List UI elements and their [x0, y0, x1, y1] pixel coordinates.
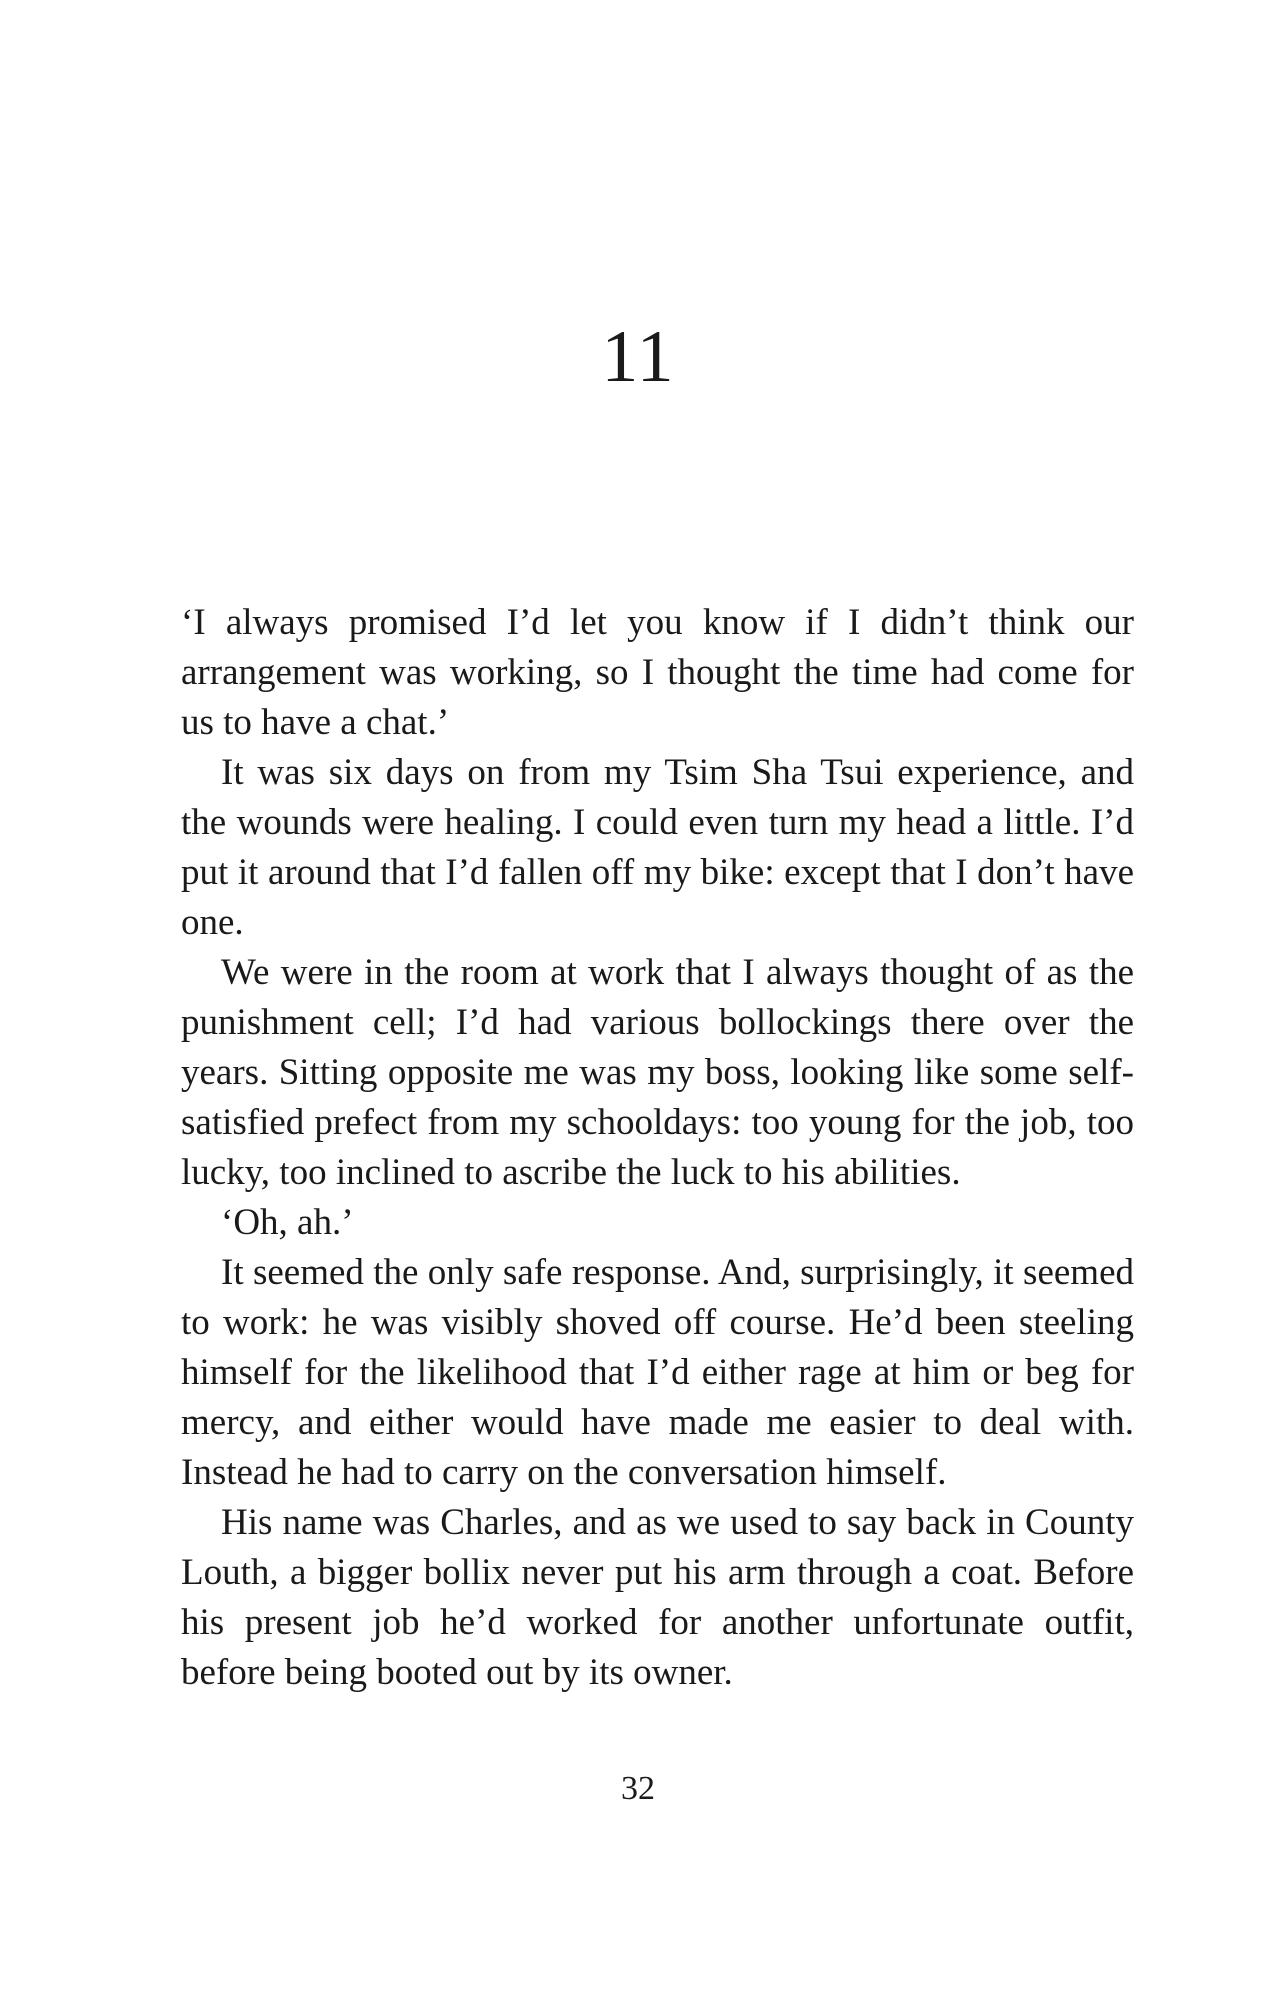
paragraph: We were in the room at work that I always thought of as the punishment cell; I’d had various bollockings there over the years. Sitting opposite me was my boss, looking like some self-satisfied prefect from my schooldays: too young for the job, too lucky, too inclined to ascribe the luck to his abilities. [181, 952, 1134, 1193]
chapter-number: 11 [601, 316, 675, 398]
paragraph: It seemed the only safe response. And, surprisingly, it seemed to work: he was visibly shoved off course. He’d been steeling himself for the likelihood that I’d either rage at him or beg for mercy, and either would have made me easier to deal with. Instead he had to carry on the conversation himself. [181, 1252, 1134, 1493]
page-number: 32 [621, 1770, 655, 1807]
paragraph: ‘Oh, ah.’ [221, 1202, 354, 1243]
paragraph: His name was Charles, and as we used to say back in County Louth, a bigger bollix never put his arm through a coat. Before his present job he’d worked for another unfortunate outfit, before being booted out by its owner. [181, 1502, 1134, 1693]
paragraph: It was six days on from my Tsim Sha Tsui experience, and the wounds were healing. I could even turn my head a little. I’d put it around that I’d fallen off my bike: except that I don’t have one. [181, 752, 1134, 943]
body-text [181, 598, 1134, 1698]
paragraph: ‘I always promised I’d let you know if I didn’t think our arrangement was working, so I thought the time had come for us to have a chat.’ [181, 602, 1134, 743]
